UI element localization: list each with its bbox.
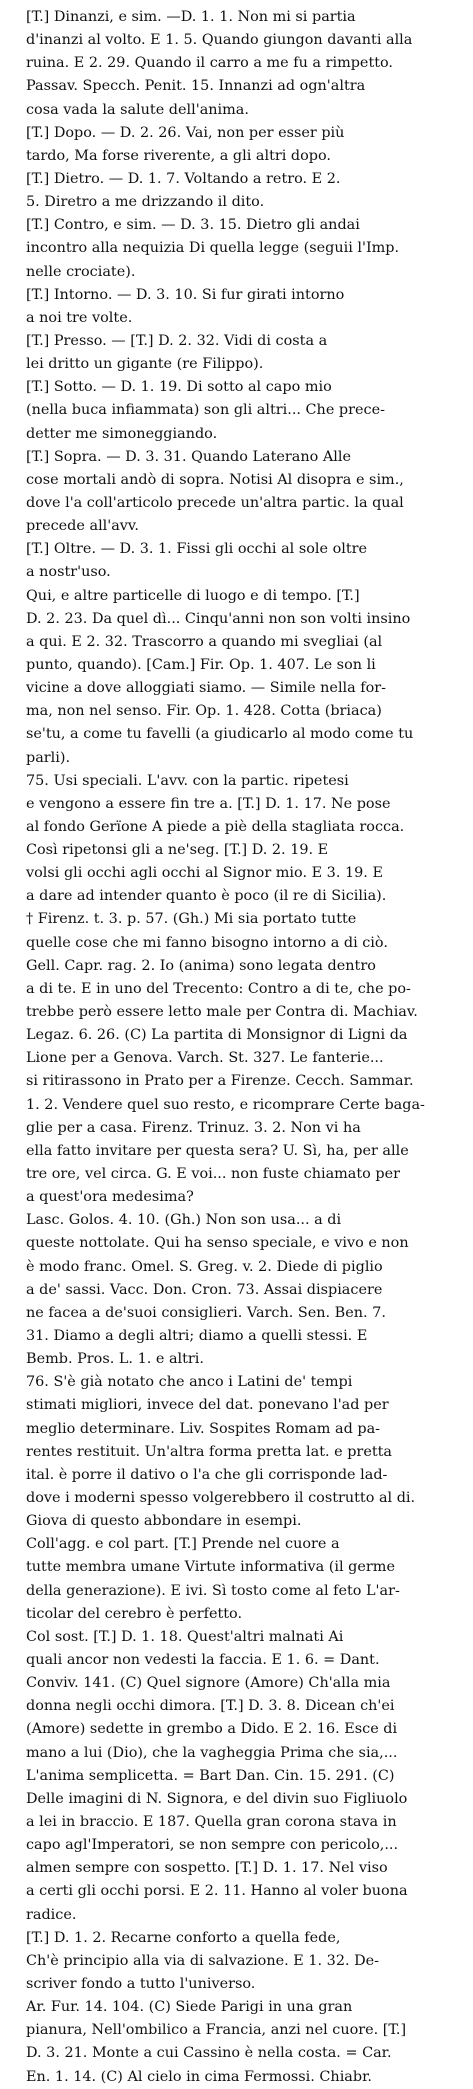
text-line: stimati migliori, invece del dat. ponevano l'ad per <box>26 1397 389 1414</box>
text-line: se'tu, a come tu favelli (a giudicarlo al modo come tu <box>26 726 414 743</box>
text-line: queste nottolate. Qui ha senso speciale, e vivo e non <box>26 1235 409 1252</box>
text-line: a dare ad intender quanto è poco (il re di Sicilia). <box>26 888 387 905</box>
text-line: radice. <box>26 1906 77 1923</box>
dictionary-paragraph <box>6 1209 467 1371</box>
dictionary-paragraph <box>6 770 467 839</box>
text-line: detter me simoneggiando. <box>26 425 218 442</box>
text-line: 31. Diamo a degli altri; diamo a quelli stessi. E <box>26 1328 368 1345</box>
text-line: della generazione). E ivi. Sì tosto come al feto L'ar- <box>26 1582 400 1599</box>
text-line: parli). <box>26 749 71 766</box>
dictionary-paragraph <box>6 168 467 214</box>
text-line: dove i moderni spesso volgerebbero il costrutto al di. <box>26 1490 416 1506</box>
text-line: [T.] Intorno. — D. 3. 10. Si fur girati intorno <box>26 286 345 303</box>
text-line: Ar. Fur. 14. 104. (C) Siede Parigi in una gran <box>26 1999 353 2016</box>
text-line: 5. Diretro a me drizzando il dito. <box>26 194 265 211</box>
text-line: 75. Usi speciali. L'avv. con la partic. ripetesi <box>26 772 349 789</box>
text-line: vicine a dove alloggiati siamo. — Simile nella for- <box>26 680 387 697</box>
text-line: [T.] Sotto. — D. 1. 19. Di sotto al capo mio <box>26 379 332 396</box>
text-line: [T.] Oltre. — D. 3. 1. Fissi gli occhi al sole oltre <box>26 541 368 558</box>
text-line: [T.] Contro, e sim. — D. 3. 15. Dietro gli andai <box>26 217 360 234</box>
dictionary-paragraph <box>6 585 467 770</box>
text-line: ma, non nel senso. Fir. Op. 1. 428. Cotta (briaca) <box>26 703 382 720</box>
text-line: a quest'ora medesima? <box>26 1189 194 1206</box>
dictionary-paragraph <box>6 1626 467 1927</box>
dictionary-paragraph <box>6 908 467 1209</box>
text-line: glie per a casa. Firenz. Trinuz. 3. 2. Non vi ha <box>26 1119 361 1136</box>
text-line: † Firenz. t. 3. p. 57. (Gh.) Mi sia portato tutte <box>26 911 357 928</box>
dictionary-paragraph <box>6 1996 467 2089</box>
text-line: e vengono a essere fin tre a. [T.] D. 1. 17. Ne pose <box>26 795 391 812</box>
text-line: Giova di questo abbondare in esempi. <box>26 1513 302 1530</box>
dictionary-paragraph <box>6 1927 467 1996</box>
text-line: (nella buca infiammata) son gli altri... Che prece- <box>26 402 385 419</box>
dictionary-paragraph <box>6 284 467 330</box>
text-line: a nostr'uso. <box>26 564 111 581</box>
text-line: Col sost. [T.] D. 1. 18. Quest'altri malnati Ai <box>26 1628 344 1645</box>
dictionary-paragraph <box>6 1371 467 1533</box>
text-line: Coll'agg. e col part. [T.] Prende nel cuore a <box>26 1536 340 1553</box>
dictionary-paragraph <box>6 330 467 376</box>
text-line: (Amore) sedette in grembo a Dido. E 2. 16. Esce di <box>26 1721 398 1738</box>
text-line: Qui, e altre particelle di luogo e di tempo. [T.] <box>26 587 360 604</box>
text-line: ne facea a de'suoi consiglieri. Varch. Sen. Ben. 7. <box>26 1304 386 1321</box>
text-line: ruina. E 2. 29. Quando il carro a me fu a rimpetto. <box>26 55 393 72</box>
text-line: tardo, Ma forse riverente, a gli altri dopo. <box>26 147 331 164</box>
text-line: a de' sassi. Vacc. Don. Cron. 73. Assai dispiacere <box>26 1281 383 1298</box>
text-line: [T.] D. 1. 2. Recarne conforto a quella fede, <box>26 1929 341 1946</box>
text-line: [T.] Dinanzi, e sim. —D. 1. 1. Non mi si partia <box>26 9 356 25</box>
text-line: si ritirassono in Prato per a Firenze. Cecch. Sammar. <box>26 1073 414 1090</box>
text-line: D. 2. 23. Da quel dì... Cinqu'anni non son volti insino <box>26 610 411 627</box>
text-line: ticolar del cerebro è perfetto. <box>26 1605 243 1622</box>
text-line: tre ore, vel circa. G. E voi... non fuste chiamato per <box>26 1166 401 1183</box>
text-line: Delle imagini di N. Signora, e del divin suo Figliuolo <box>26 1790 408 1807</box>
dictionary-paragraph <box>6 446 467 539</box>
text-line: Lione per a Genova. Varch. St. 327. Le fanterie... <box>26 1050 384 1067</box>
text-line: cosa vada la salute dell'anima. <box>26 101 249 118</box>
text-line: scriver fondo a tutto l'universo. <box>26 1975 256 1992</box>
text-line: Conviv. 141. (C) Quel signore (Amore) Ch'alla mia <box>26 1675 391 1692</box>
text-line: donna negli occhi dimora. [T.] D. 3. 8. Dicean ch'ei <box>26 1698 395 1715</box>
text-line: Lasc. Golos. 4. 10. (Gh.) Non son usa... a di <box>26 1212 342 1229</box>
text-line: L'anima semplicetta. = Bart Dan. Cin. 15. 291. (C) <box>26 1767 395 1784</box>
dictionary-paragraph <box>6 1533 467 1626</box>
text-line: [T.] Presso. — [T.] D. 2. 32. Vidi di costa a <box>26 332 328 349</box>
text-line: 1. 2. Vendere quel suo resto, e ricomprare Certe baga- <box>26 1096 425 1113</box>
text-line: nelle crociate). <box>26 263 136 280</box>
text-line: tutte membra umane Virtute informativa (il germe <box>26 1559 395 1576</box>
text-line: Bemb. Pros. L. 1. e altri. <box>26 1351 204 1368</box>
text-line: [T.] Dopo. — D. 2. 26. Vai, non per esser più <box>26 124 345 141</box>
text-line: d'inanzi al volto. E 1. 5. Quando giungon davanti alla <box>26 32 413 49</box>
text-line: a di te. E in uno del Trecento: Contro a di te, che po- <box>26 980 411 997</box>
text-line: punto, quando). [Cam.] Fir. Op. 1. 407. Le son li <box>26 656 376 673</box>
text-line: dove l'a coll'articolo precede un'altra partic. la qual <box>26 494 404 511</box>
text-line: En. 1. 14. (C) Al cielo in cima Fermossi. Chiabr. <box>26 2068 372 2085</box>
text-line: quelle cose che mi fanno bisogno intorno a di ciò. <box>26 934 388 951</box>
text-line: Legaz. 6. 26. (C) La partita di Monsignor di Ligni da <box>26 1027 408 1044</box>
text-line: capo agl'Imperatori, se non sempre con pericolo,... <box>26 1837 399 1854</box>
text-line: [T.] Dietro. — D. 1. 7. Voltando a retro. E 2. <box>26 170 341 187</box>
dictionary-paragraph <box>6 6 467 122</box>
text-line: ella fatto invitare per questa sera? U. Sì, ha, per alle <box>26 1142 409 1159</box>
text-line: ital. è porre il dativo o l'a che gli corrisponde lad- <box>26 1466 388 1483</box>
text-line: trebbe però essere letto male per Contra di. Machiav. <box>26 1004 418 1021</box>
text-line: [T.] Sopra. — D. 3. 31. Quando Laterano Alle <box>26 448 351 465</box>
text-line: a lei in braccio. E 187. Quella gran corona stava in <box>26 1813 397 1830</box>
text-line: almen sempre con sospetto. [T.] D. 1. 17. Nel viso <box>26 1860 388 1877</box>
text-line: 76. S'è già notato che anco i Latini de' tempi <box>26 1374 353 1391</box>
text-line: incontro alla nequizia Di quella legge (seguii l'Imp. <box>26 240 400 257</box>
text-line: Così ripetonsi gli a ne'seg. [T.] D. 2. 19. E <box>26 842 329 859</box>
text-line: al fondo Gerïone A piede a piè della stagliata rocca. <box>26 818 405 835</box>
text-line: Ch'è principio alla via di salvazione. E 1. 32. De- <box>26 1952 380 1969</box>
text-line: volsi gli occhi agli occhi al Signor mio. E 3. 19. E <box>26 865 383 882</box>
text-line: Gell. Capr. rag. 2. Io (anima) sono legata dentro <box>26 957 376 974</box>
text-line: a noi tre volte. <box>26 309 133 326</box>
text-line: quali ancor non vedesti la faccia. E 1. 6. = Dant. <box>26 1651 380 1668</box>
text-line: D. 3. 21. Monte a cui Cassino è nella costa. = Car. <box>26 2045 392 2062</box>
text-line: è modo franc. Omel. S. Greg. v. 2. Diede di piglio <box>26 1258 383 1275</box>
text-line: pianura, Nell'ombilico a Francia, anzi nel cuore. [T.] <box>26 2022 407 2039</box>
dictionary-paragraph <box>6 538 467 584</box>
dictionary-paragraph <box>6 839 467 908</box>
text-line: cose mortali andò di sopra. Notisi Al disopra e sim., <box>26 471 404 488</box>
text-line: a certi gli occhi porsi. E 2. 11. Hanno al voler buona <box>26 1883 408 1900</box>
text-line: precede all'avv. <box>26 518 139 535</box>
text-line: Passav. Specch. Penit. 15. Innanzi ad ogn'altra <box>26 78 366 95</box>
dictionary-paragraph <box>6 214 467 283</box>
text-line: rentes restituit. Un'altra forma pretta lat. e pretta <box>26 1443 392 1460</box>
text-line: mano a lui (Dio), che la vagheggia Prima che sia,... <box>26 1744 398 1761</box>
text-line: a qui. E 2. 32. Trascorro a quando mi svegliai (al <box>26 633 383 650</box>
dictionary-paragraph <box>6 122 467 168</box>
text-line: lei dritto un gigante (re Filippo). <box>26 356 264 373</box>
dictionary-paragraph <box>6 376 467 445</box>
text-line: meglio determinare. Liv. Sospites Romam ad pa- <box>26 1420 381 1437</box>
